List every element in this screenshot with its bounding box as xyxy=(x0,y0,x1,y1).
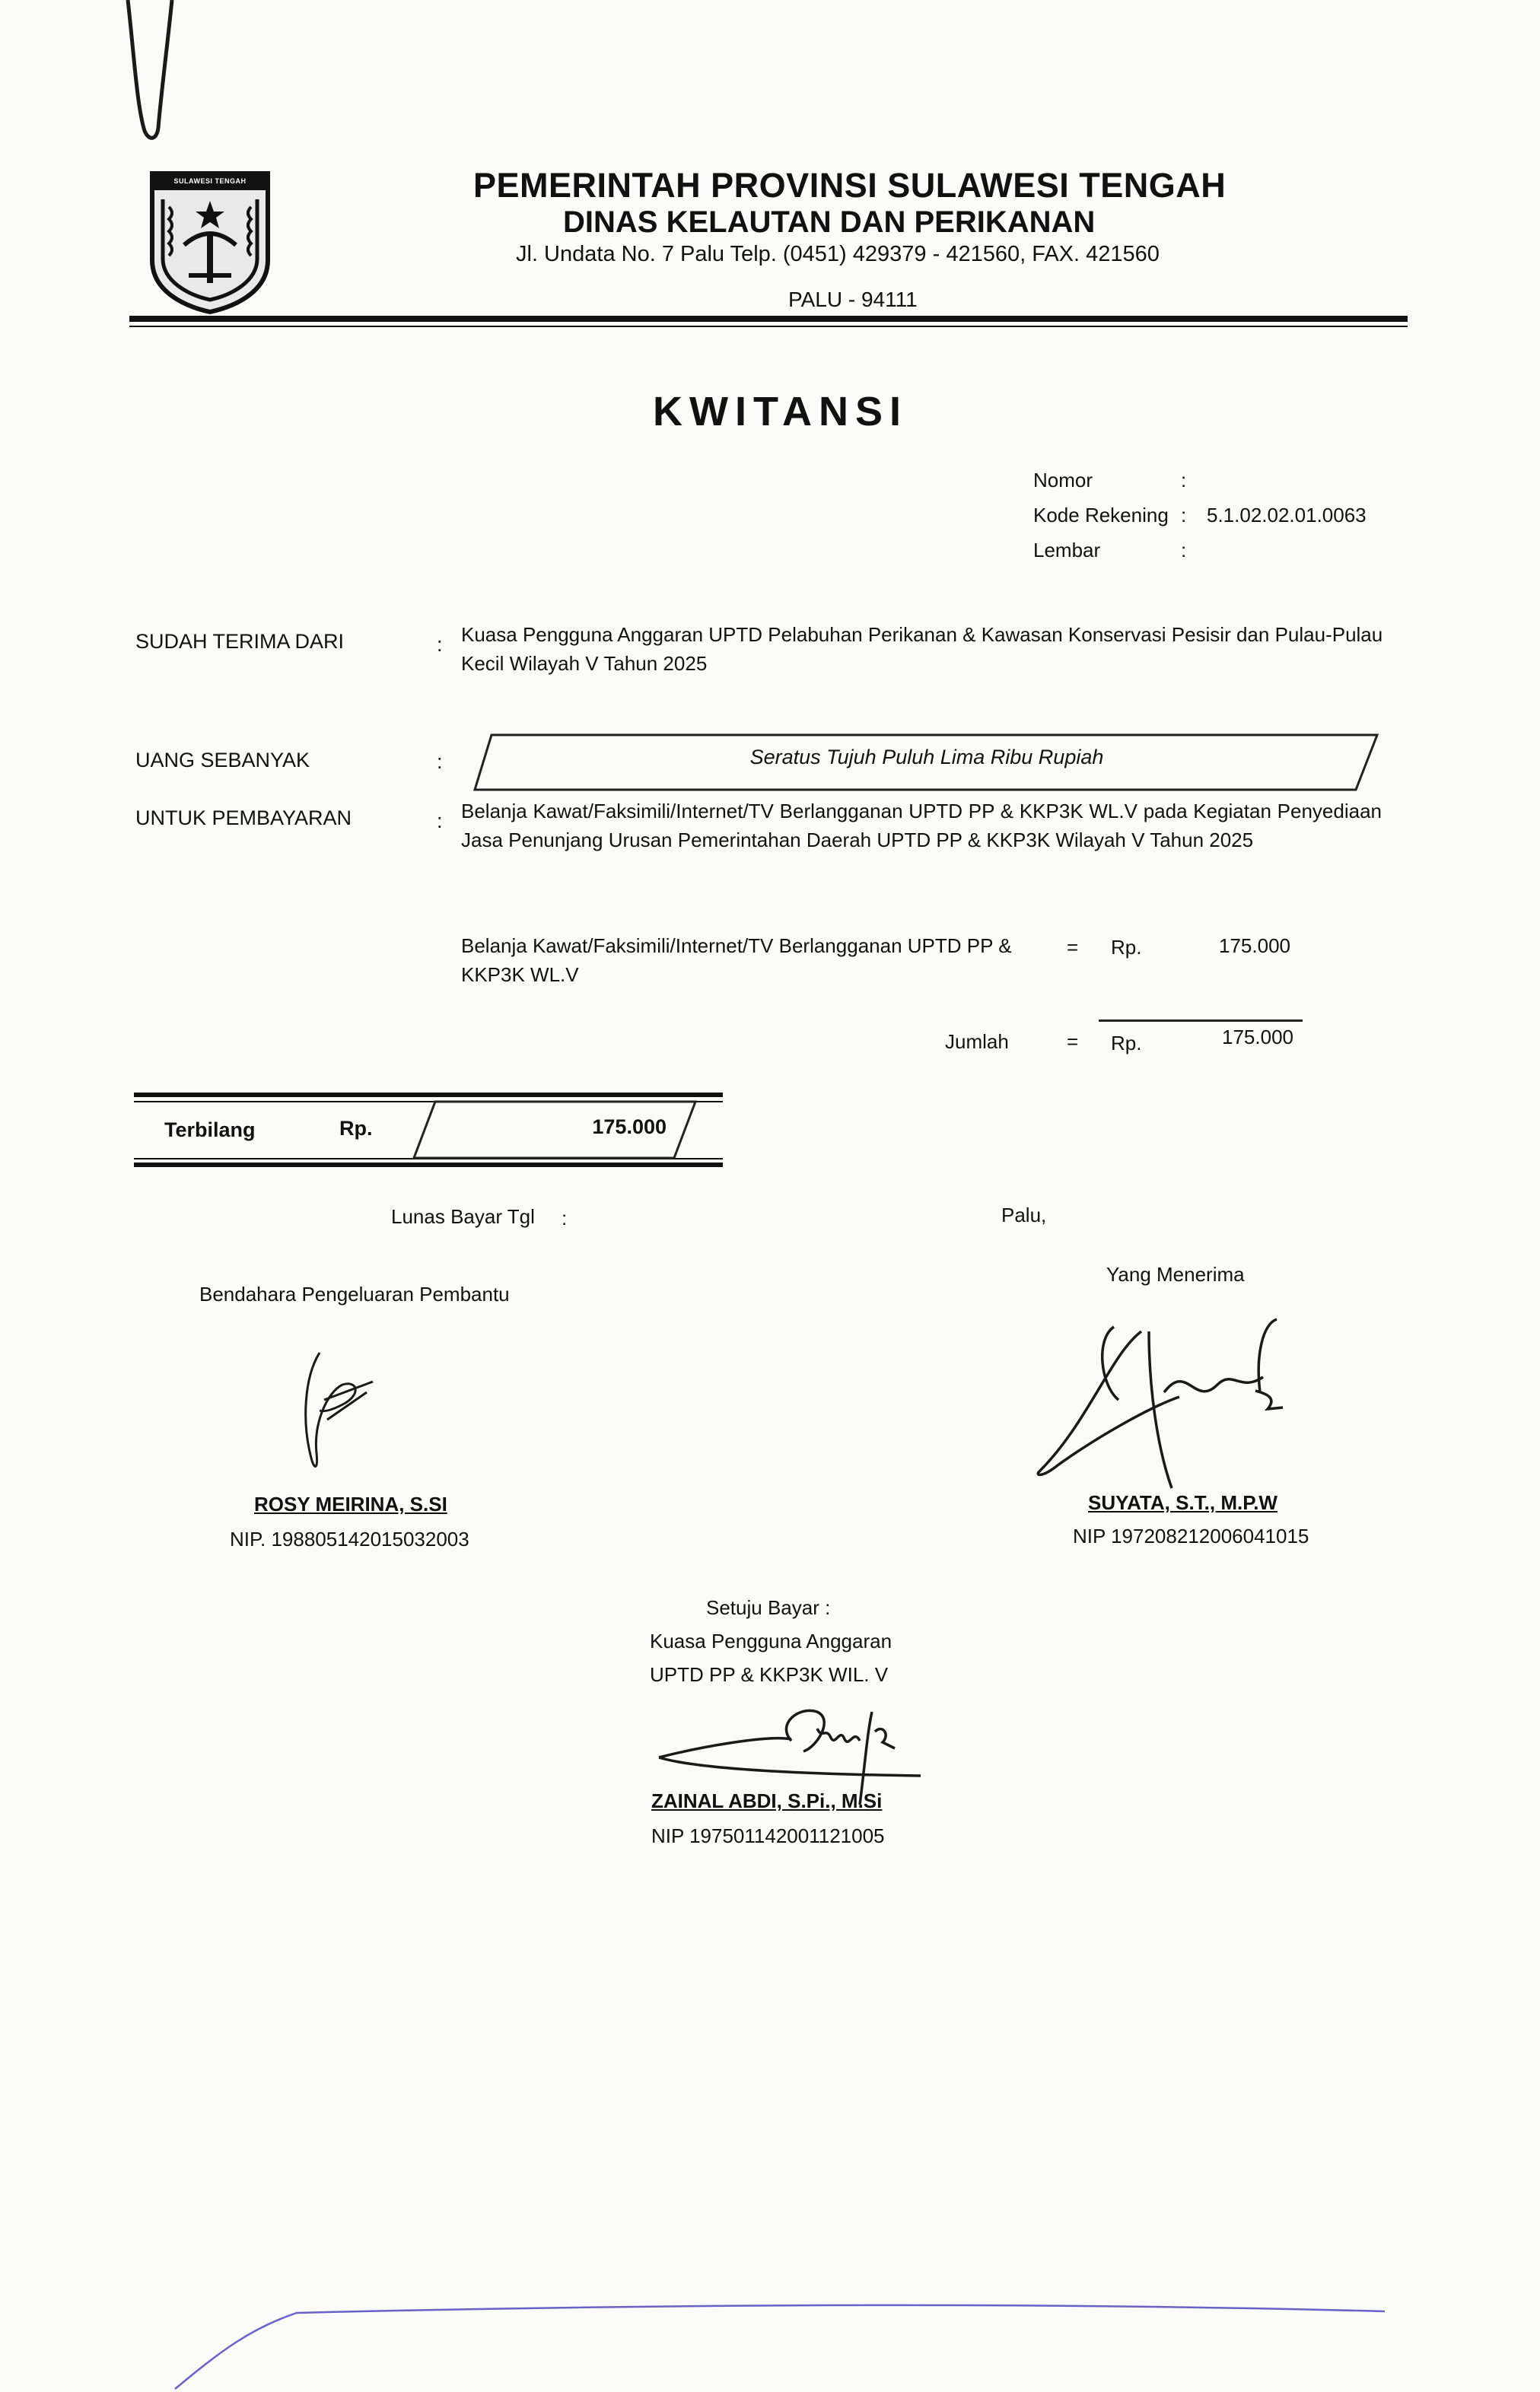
total-currency: Rp. xyxy=(1111,1032,1142,1054)
emblem-text: SULAWESI TENGAH xyxy=(173,177,247,185)
payment-for-value: Belanja Kawat/Faksimili/Internet/TV Berlangganan UPTD PP & KKP3K WL.V pada Kegiatan Penyediaan Jasa Penunjang Urusan Pemerintahan Daerah UPTD PP & KKP3K Wilayah V Tahun 2025 xyxy=(461,800,1382,851)
amount-words-colon: : xyxy=(437,750,443,773)
document-title: KWITANSI xyxy=(653,389,908,434)
approve-role-2: UPTD PP & KKP3K WIL. V xyxy=(650,1663,889,1686)
approver-name: ZAINAL ABDI, S.Pi., M.Si xyxy=(651,1789,883,1812)
amount-words-label: UANG SEBANYAK xyxy=(135,749,310,771)
treasurer-nip: NIP. 198805142015032003 xyxy=(230,1528,469,1551)
kode-rekening-value: 5.1.02.02.01.0063 xyxy=(1207,504,1367,526)
terbilang-top-rule xyxy=(134,1093,723,1097)
terbilang-bottom-rule-thick xyxy=(134,1163,723,1167)
approver-nip: NIP 197501142001121005 xyxy=(651,1824,885,1847)
amount-words-value: Seratus Tujuh Puluh Lima Ribu Rupiah xyxy=(749,746,1104,768)
nomor-colon: : xyxy=(1181,469,1187,491)
item-eq: = xyxy=(1067,936,1079,959)
approve-label: Setuju Bayar : xyxy=(706,1596,831,1619)
lembar-label: Lembar xyxy=(1033,539,1101,561)
payment-for-label: UNTUK PEMBAYARAN xyxy=(135,806,352,829)
letterhead-rule xyxy=(129,316,1408,322)
terbilang-label: Terbilang xyxy=(164,1118,256,1141)
item-description: Belanja Kawat/Faksimili/Internet/TV Berlangganan UPTD PP & KKP3K WL.V xyxy=(461,934,1012,986)
nomor-label: Nomor xyxy=(1033,469,1093,491)
terbilang-amount: 175.000 xyxy=(592,1115,667,1138)
treasurer-signature xyxy=(297,1347,380,1476)
receiver-nip: NIP 197208212006041015 xyxy=(1073,1525,1309,1547)
agency-city: PALU - 94111 xyxy=(788,288,918,311)
receiver-name: SUYATA, S.T., M.P.W xyxy=(1088,1491,1278,1514)
total-eq: = xyxy=(1067,1030,1079,1053)
payment-place: Palu, xyxy=(1001,1204,1047,1226)
received-from-value: Kuasa Pengguna Anggaran UPTD Pelabuhan Perikanan & Kawasan Konservasi Pesisir dan Pulau-Pulau Kecil Wilayah V Tahun 2025 xyxy=(461,623,1383,675)
approve-role-1: Kuasa Pengguna Anggaran xyxy=(650,1630,892,1652)
bottom-pen-stroke xyxy=(152,2282,1400,2392)
kode-rekening-colon: : xyxy=(1181,504,1187,526)
paid-date-label: Lunas Bayar Tgl xyxy=(391,1205,535,1228)
total-label: Jumlah xyxy=(945,1030,1009,1053)
item-currency: Rp. xyxy=(1111,936,1142,959)
kode-rekening-label: Kode Rekening xyxy=(1033,504,1169,526)
receiver-role: Yang Menerima xyxy=(1106,1263,1245,1286)
received-from-label: SUDAH TERIMA DARI xyxy=(135,630,345,653)
paid-date-colon: : xyxy=(562,1207,568,1229)
treasurer-role: Bendahara Pengeluaran Pembantu xyxy=(199,1283,510,1306)
province-emblem xyxy=(146,169,274,315)
agency-address: Jl. Undata No. 7 Palu Telp. (0451) 429379 - 421560, FAX. 421560 xyxy=(516,242,1160,266)
terbilang-currency: Rp. xyxy=(339,1117,373,1140)
receiver-signature xyxy=(1035,1309,1293,1499)
item-amount: 175.000 xyxy=(1219,934,1290,957)
total-line xyxy=(1099,1019,1303,1022)
government-name: PEMERINTAH PROVINSI SULAWESI TENGAH xyxy=(473,166,1227,205)
letterhead-rule-thin xyxy=(129,326,1408,327)
agency-name: DINAS KELAUTAN DAN PERIKANAN xyxy=(563,205,1096,239)
treasurer-name: ROSY MEIRINA, S.SI xyxy=(254,1493,447,1516)
lembar-colon: : xyxy=(1181,539,1187,561)
total-amount: 175.000 xyxy=(1222,1026,1293,1048)
pen-mark xyxy=(114,0,205,145)
payment-for-colon: : xyxy=(437,810,443,832)
received-from-colon: : xyxy=(437,633,443,656)
